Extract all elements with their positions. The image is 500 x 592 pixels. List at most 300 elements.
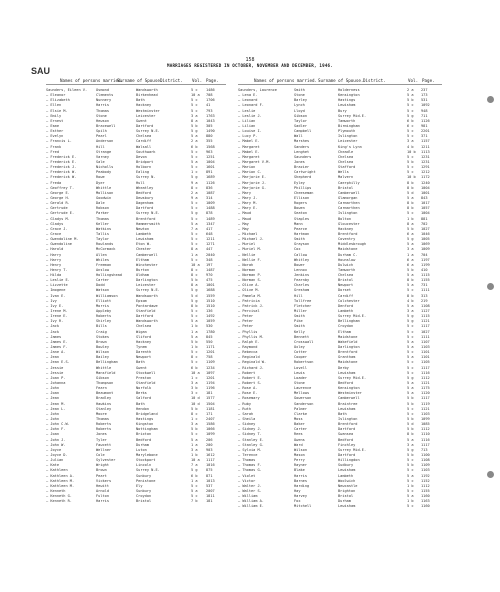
entry-name: — Jessie: [46, 365, 64, 370]
entry-page: 1601: [206, 165, 215, 170]
entry-page: 371: [421, 134, 428, 139]
entry-district: Pontardawe: [136, 303, 158, 308]
entry-page: 1194: [206, 381, 215, 386]
entry-page: 2007: [206, 488, 215, 493]
entry-district: Brixton: [136, 432, 152, 437]
entry-spouse-surname: Cotter: [294, 350, 307, 355]
entry-name: — Gladys M.: [46, 216, 70, 221]
entry-spouse-surname: Cole: [96, 452, 105, 457]
entry-spouse-surname: Bracewell: [96, 123, 116, 128]
entry-volume: 1 c: [191, 170, 198, 175]
entry-name: — Sidney: [238, 422, 256, 427]
entry-volume: 8 a: [407, 221, 414, 226]
entry-district: Gloucester: [338, 221, 360, 226]
entry-district: Wheatley: [136, 185, 154, 190]
entry-volume: 5 c: [407, 329, 414, 334]
entry-district: Walsall: [136, 144, 152, 149]
entry-volume: 5 a: [407, 339, 414, 344]
entry-name: — Francis L.: [46, 139, 72, 144]
entry-name: — Sidney J.: [238, 427, 262, 432]
entry-page: 1046: [421, 231, 430, 236]
entry-name: — Margaret V.M.: [238, 159, 271, 164]
entry-volume: 5 c: [191, 108, 198, 113]
entry-page: 200: [206, 442, 213, 447]
entry-district: Holderness: [338, 88, 360, 92]
entry-district: Bath: [338, 411, 347, 416]
entry-district: Chester: [136, 247, 152, 252]
entry-page: 219: [421, 298, 428, 303]
entry-volume: 8 b: [407, 201, 414, 206]
entry-volume: 9 a: [191, 180, 198, 185]
entry-page: 648: [206, 231, 213, 236]
entry-district: Stafford: [338, 165, 356, 170]
entry-page: 1780: [206, 329, 215, 334]
entry-volume: 5 a: [407, 242, 414, 247]
entry-district: Tamworth: [338, 267, 356, 272]
entry-page: 903: [206, 447, 213, 452]
entry-volume: 5 c: [407, 108, 414, 113]
entry-page: 1105: [421, 360, 430, 365]
entry-spouse-surname: Bills: [96, 324, 107, 329]
entry-volume: 5 c: [407, 129, 414, 134]
entry-page: 1160: [421, 504, 430, 509]
entry-page: 702: [421, 221, 428, 226]
entry-volume: 10 a: [191, 93, 200, 98]
entry-name: — Frederick W.: [46, 175, 77, 180]
entry-spouse-surname: McCormack: [96, 247, 116, 252]
entry-district: Hounslow: [338, 257, 356, 262]
entry-spouse-surname: Peabody: [96, 170, 112, 175]
entry-district: Camberwell: [136, 252, 158, 257]
entry-page: 1097: [206, 370, 215, 375]
entry-district: Grantham: [338, 355, 356, 360]
entry-spouse-surname: Sanderson: [294, 401, 314, 406]
entry-page: 1111: [421, 288, 430, 293]
entry-page: 1085: [421, 422, 430, 427]
entry-name: — John: [46, 411, 59, 416]
entry-district: Wigan: [136, 329, 147, 334]
entry-volume: 5 b: [191, 406, 198, 411]
entry-volume: 5 c: [407, 211, 414, 216]
entry-volume: 5 g: [407, 237, 414, 242]
entry-district: Stanfield: [136, 309, 156, 314]
entry-volume: 1 b: [191, 452, 198, 457]
entry-spouse-surname: Mason: [294, 452, 305, 457]
entry-district: Wandsworth: [136, 319, 158, 324]
entry-page: 136: [206, 309, 213, 314]
entry-name: — Joyce D.: [46, 452, 68, 457]
entry-spouse-surname: Wilson: [294, 447, 307, 452]
entry-volume: 8 b: [407, 206, 414, 211]
entry-page: 1043: [206, 118, 215, 123]
entry-name: — Mary: [238, 190, 251, 195]
entry-spouse-surname: Hartman: [294, 231, 310, 236]
entry-page: 1087: [206, 190, 215, 195]
entry-spouse-surname: Hewitt: [96, 483, 109, 488]
entry-page: 1157: [421, 139, 430, 144]
entry-name: — Mabel E.: [238, 139, 260, 144]
entry-volume: 5 c: [407, 103, 414, 108]
entry-volume: 5 a: [191, 319, 198, 324]
entry-page: 843: [421, 195, 428, 200]
entry-volume: 5 a: [407, 381, 414, 386]
entry-page: 1092: [421, 103, 430, 108]
entry-name: — Henry T.: [46, 267, 68, 272]
entry-spouse-surname: Harding: [294, 483, 310, 488]
entry-volume: 5 b: [407, 159, 414, 164]
entry-volume: 8 b: [407, 185, 414, 190]
entry-page: 1004: [206, 159, 215, 164]
entry-volume: 1 a: [407, 252, 414, 257]
entry-district: Hastings: [136, 417, 154, 421]
entry-page: 1291: [421, 165, 430, 170]
entry-volume: 6 a: [407, 257, 414, 262]
entry-name: — Peter: [238, 314, 254, 319]
entry-district: Kensington: [338, 93, 360, 98]
entry-name: — Norman S.: [238, 278, 262, 283]
entry-page: 530: [206, 324, 213, 329]
entry-spouse-surname: Pearce: [294, 226, 307, 231]
entry-district: Lincoln: [136, 463, 152, 468]
entry-page: 708: [206, 93, 213, 98]
entry-spouse-surname: Robertson: [294, 360, 314, 365]
entry-volume: 5 g: [191, 211, 198, 216]
entry-name: — Ruth: [238, 406, 251, 411]
entry-name: — Lizzette: [46, 283, 68, 288]
entry-page: 1489: [206, 216, 215, 221]
entry-page: 1559: [206, 293, 215, 298]
entry-page: 1199: [421, 262, 430, 267]
entry-page: 197: [206, 262, 213, 267]
entry-district: Gwent: [136, 365, 147, 370]
entry-page: 2407: [206, 417, 215, 421]
entry-volume: 8 c: [191, 273, 198, 278]
entry-spouse-surname: Mollison: [96, 190, 114, 195]
right-page-header: Page.: [422, 78, 435, 83]
entry-page: 704: [421, 252, 428, 257]
entry-spouse-surname: Thomas: [96, 216, 109, 221]
entry-district: Brentford: [136, 216, 156, 221]
entry-page: 1099: [421, 417, 430, 421]
entry-page: 713: [421, 447, 428, 452]
entry-district: Croydon: [338, 324, 354, 329]
entry-page: 1115: [421, 314, 430, 319]
entry-page: 417: [206, 226, 213, 231]
entry-page: 1689: [206, 175, 215, 180]
entry-spouse-surname: Rayner: [294, 463, 307, 468]
entry-spouse-surname: Smith: [294, 314, 305, 319]
entry-district: Nottingham: [136, 427, 158, 432]
entry-page: 1101: [421, 355, 430, 360]
entry-volume: 8 b: [407, 432, 414, 437]
entry-name: — Ivan E.: [46, 293, 66, 298]
entry-district: Birkenhead: [136, 93, 158, 98]
entry-volume: 5 c: [191, 494, 198, 499]
entry-name: — Marion: [238, 165, 256, 170]
right-district-header: District.: [363, 78, 386, 83]
entry-spouse-surname: Robson: [96, 206, 109, 211]
entry-district: Kensington: [338, 386, 360, 391]
entry-page: 531: [421, 98, 428, 103]
entry-spouse-surname: Whitley: [294, 257, 310, 262]
entry-district: Dagenham: [136, 201, 154, 206]
entry-spouse-surname: Stokes: [96, 334, 109, 339]
entry-district: Bristol: [136, 499, 152, 504]
entry-spouse-surname: Dyer: [96, 180, 105, 185]
entry-name: — Elizabeth: [46, 98, 70, 103]
left-name-header: Names of persons married.: [60, 78, 124, 83]
left-district-header: District.: [160, 78, 183, 83]
entry-district: Ealing: [136, 170, 149, 175]
entry-district: Darlington: [136, 278, 158, 283]
entry-page: 1107: [421, 339, 430, 344]
entry-page: 2040: [206, 252, 215, 257]
page-heading: MARRIAGES REGISTERED IN OCTOBER, NOVEMBER AND DECEMBER, 1946.: [167, 63, 333, 68]
entry-volume: 7 a: [191, 226, 198, 231]
entry-district: Wandsworth: [136, 88, 158, 92]
entry-page: 1103: [421, 411, 430, 416]
entry-page: 1059: [206, 319, 215, 324]
entry-spouse-surname: Fearnby: [294, 278, 310, 283]
entry-spouse-surname: Hollingshead: [96, 273, 122, 278]
entry-name: — Sheila: [238, 417, 256, 421]
entry-volume: 3 a: [191, 113, 198, 118]
entry-district: Cardiff: [338, 293, 354, 298]
entry-district: Bedford: [136, 190, 152, 195]
entry-name: — Robert: [238, 370, 256, 375]
entry-name: — Olive M.: [238, 288, 260, 293]
entry-page: 1211: [421, 144, 430, 149]
entry-spouse-surname: Stone: [294, 381, 305, 386]
entry-name: — Kate: [46, 463, 59, 468]
entry-page: 1706: [206, 98, 215, 103]
entry-volume: 5 c: [407, 334, 414, 339]
entry-spouse-surname: Grayson: [294, 242, 310, 247]
entry-page: 1005: [421, 237, 430, 242]
entry-spouse-surname: Barley: [294, 98, 307, 103]
entry-volume: 1 b: [407, 216, 414, 221]
entry-page: 1066: [206, 427, 215, 432]
entry-district: Newport: [338, 283, 354, 288]
entry-spouse-surname: Nunnery: [96, 98, 112, 103]
entry-volume: 5 a: [407, 345, 414, 350]
entry-district: Bristol: [338, 278, 354, 283]
entry-spouse-surname: Tyler: [96, 437, 107, 442]
entry-volume: 5 a: [407, 437, 414, 442]
entry-volume: 8 c: [191, 267, 198, 272]
entry-district: Newton: [136, 226, 149, 231]
entry-district: Dorset: [338, 288, 351, 293]
entry-name: — George E.: [46, 190, 70, 195]
entry-spouse-surname: Oxley: [294, 345, 305, 350]
entry-name: — Irene M.: [46, 309, 68, 314]
entry-name: — Mary J.: [238, 195, 258, 200]
entry-name: — Phyllis M.: [238, 334, 264, 339]
entry-page: 1171: [206, 345, 215, 350]
entry-name: — Gwendoline: [46, 242, 72, 247]
entry-volume: 5 c: [191, 231, 198, 236]
entry-volume: 4 b: [407, 144, 414, 149]
entry-volume: 3 c: [191, 391, 198, 396]
entry-district: Leicester: [338, 139, 358, 144]
entry-page: 871: [206, 473, 213, 478]
entry-page: 314: [206, 195, 213, 200]
entry-district: Hackney: [136, 103, 152, 108]
entry-volume: 5 c: [191, 237, 198, 242]
entry-name: — Maud: [238, 211, 251, 216]
entry-spouse-surname: Morris: [96, 303, 109, 308]
entry-district: Brentford: [338, 350, 358, 355]
entry-spouse-surname: Harris: [294, 473, 307, 478]
punch-hole: [487, 96, 494, 103]
entry-page: 845: [206, 334, 213, 339]
entry-page: 1271: [206, 242, 215, 247]
entry-volume: 5 c: [407, 488, 414, 493]
entry-district: Carmarthen: [338, 201, 360, 206]
entry-district: Luton: [136, 447, 147, 452]
entry-spouse-surname: Gowerson: [294, 396, 312, 401]
entry-volume: 5 c: [191, 257, 198, 262]
entry-spouse-surname: Rees: [294, 432, 303, 437]
entry-page: 1201: [206, 350, 215, 355]
entry-volume: 5 c: [191, 154, 198, 159]
entry-spouse-surname: Cooper: [294, 355, 307, 360]
entry-district: Durham C.: [338, 252, 358, 257]
entry-spouse-surname: Eyley: [294, 180, 305, 185]
entry-district: Maidstone: [338, 360, 358, 365]
entry-name: — Ruby: [238, 401, 251, 406]
entry-volume: 4 b: [407, 298, 414, 303]
entry-name: — Richard J.: [238, 365, 264, 370]
entry-spouse-surname: Lennox: [294, 267, 307, 272]
entry-district: Wandsworth: [136, 293, 158, 298]
entry-volume: 1 c: [191, 417, 198, 421]
entry-name: — Michael: [238, 231, 258, 236]
entry-district: Dewsbury: [136, 195, 154, 200]
entry-district: Lewisham: [338, 468, 356, 473]
entry-spouse-surname: Mitchell: [294, 504, 312, 509]
entry-spouse-surname: Watson: [96, 288, 109, 293]
entry-name: — Lilian: [238, 118, 256, 123]
entry-spouse-surname: Sale: [96, 159, 105, 164]
entry-name: — Henry: [46, 262, 62, 267]
entry-volume: 5 b: [191, 123, 198, 128]
entry-volume: 5 d: [407, 190, 414, 195]
entry-spouse-surname: Peart: [96, 473, 107, 478]
entry-page: 181: [206, 391, 213, 396]
entry-spouse-surname: Kelly: [294, 329, 305, 334]
entry-page: 1127: [421, 309, 430, 314]
entry-district: Islington: [338, 417, 358, 421]
entry-spouse-surname: Clements: [96, 93, 114, 98]
entry-name: — Norman: [238, 267, 256, 272]
entry-name: — Jean M.: [46, 401, 66, 406]
entry-volume: 5 b: [407, 427, 414, 432]
entry-page: 1172: [421, 175, 430, 180]
entry-volume: 3 a: [407, 247, 414, 252]
entry-name: — Raymond: [238, 345, 258, 350]
entry-name: — Gertrude: [46, 206, 68, 211]
entry-district: Bath: [136, 401, 145, 406]
entry-name: — William E.: [238, 504, 264, 509]
entry-name: — Joan: [46, 432, 59, 437]
entry-volume: 9 a: [191, 195, 198, 200]
entry-spouse-surname: Brazier: [294, 165, 310, 170]
entry-page: 1163: [421, 499, 430, 504]
entry-spouse-surname: Elliott: [96, 298, 112, 303]
entry-name: — Joyce: [46, 447, 62, 452]
entry-district: Brighton: [338, 488, 356, 493]
entry-spouse-surname: Keller: [96, 221, 109, 226]
punch-hole: [487, 283, 494, 290]
entry-spouse-surname: Cartwright: [294, 170, 316, 175]
entry-volume: 5 c: [407, 406, 414, 411]
entry-volume: 3 a: [407, 442, 414, 447]
entry-name: — Esme: [46, 123, 59, 128]
entry-name: — Jean: [46, 396, 59, 401]
entry-district: Tamworth: [338, 118, 356, 123]
entry-spouse-surname: Lenghet: [294, 149, 310, 154]
entry-spouse-surname: Mellows: [294, 391, 310, 396]
entry-volume: 5 c: [407, 411, 414, 416]
entry-volume: 5 a: [191, 159, 198, 164]
entry-page: 1121: [421, 381, 430, 386]
entry-volume: 6 a: [407, 231, 414, 236]
entry-page: 758: [206, 355, 213, 360]
entry-name: — Michael J.: [238, 237, 264, 242]
entry-page: 355: [206, 139, 213, 144]
entry-name: — Kenneth G.: [46, 494, 72, 499]
entry-page: 237: [421, 88, 428, 92]
entry-name: — Maud: [238, 216, 251, 221]
entry-name: — Harry: [46, 252, 62, 257]
entry-page: 1231: [421, 159, 430, 164]
entry-name: — Evelyn: [46, 134, 64, 139]
entry-spouse-surname: Lovell: [294, 365, 307, 370]
entry-spouse-surname: Smith: [294, 88, 305, 92]
entry-page: 1115: [421, 273, 430, 278]
entry-page: 1160: [421, 494, 430, 499]
entry-volume: 10 d: [191, 401, 200, 406]
entry-name: — Louise I.: [238, 129, 262, 134]
entry-spouse-surname: Fearn: [96, 386, 107, 391]
entry-name: — Grace: [46, 231, 62, 236]
entry-name: — Harold: [46, 247, 64, 252]
entry-name: — Percival: [238, 309, 260, 314]
entry-volume: 5 c: [191, 103, 198, 108]
entry-spouse-surname: Bailey: [96, 355, 109, 360]
entry-name: — Walter J.: [238, 483, 262, 488]
entry-district: Sunbury: [136, 488, 152, 493]
entry-page: 1811: [206, 494, 215, 499]
entry-spouse-surname: Vickers: [96, 478, 112, 483]
entry-page: 1121: [421, 319, 430, 324]
entry-volume: 5 c: [191, 483, 198, 488]
entry-name: — Norman P.: [238, 273, 262, 278]
entry-name: — Thomas F.: [238, 463, 262, 468]
entry-name: — Frederick W.: [46, 170, 77, 175]
entry-district: Colchester: [338, 298, 360, 303]
entry-volume: 5 a: [191, 488, 198, 493]
entry-name: — Eleanor: [46, 93, 66, 98]
page-number: 158: [245, 57, 255, 63]
entry-name: — Harry: [46, 257, 62, 262]
entry-name: — May: [238, 221, 249, 226]
entry-volume: 5 a: [191, 437, 198, 442]
entry-name: — Leslie E.: [46, 278, 70, 283]
entry-district: Bridgeland: [136, 411, 158, 416]
left-vol-header: Vol.: [192, 78, 203, 83]
